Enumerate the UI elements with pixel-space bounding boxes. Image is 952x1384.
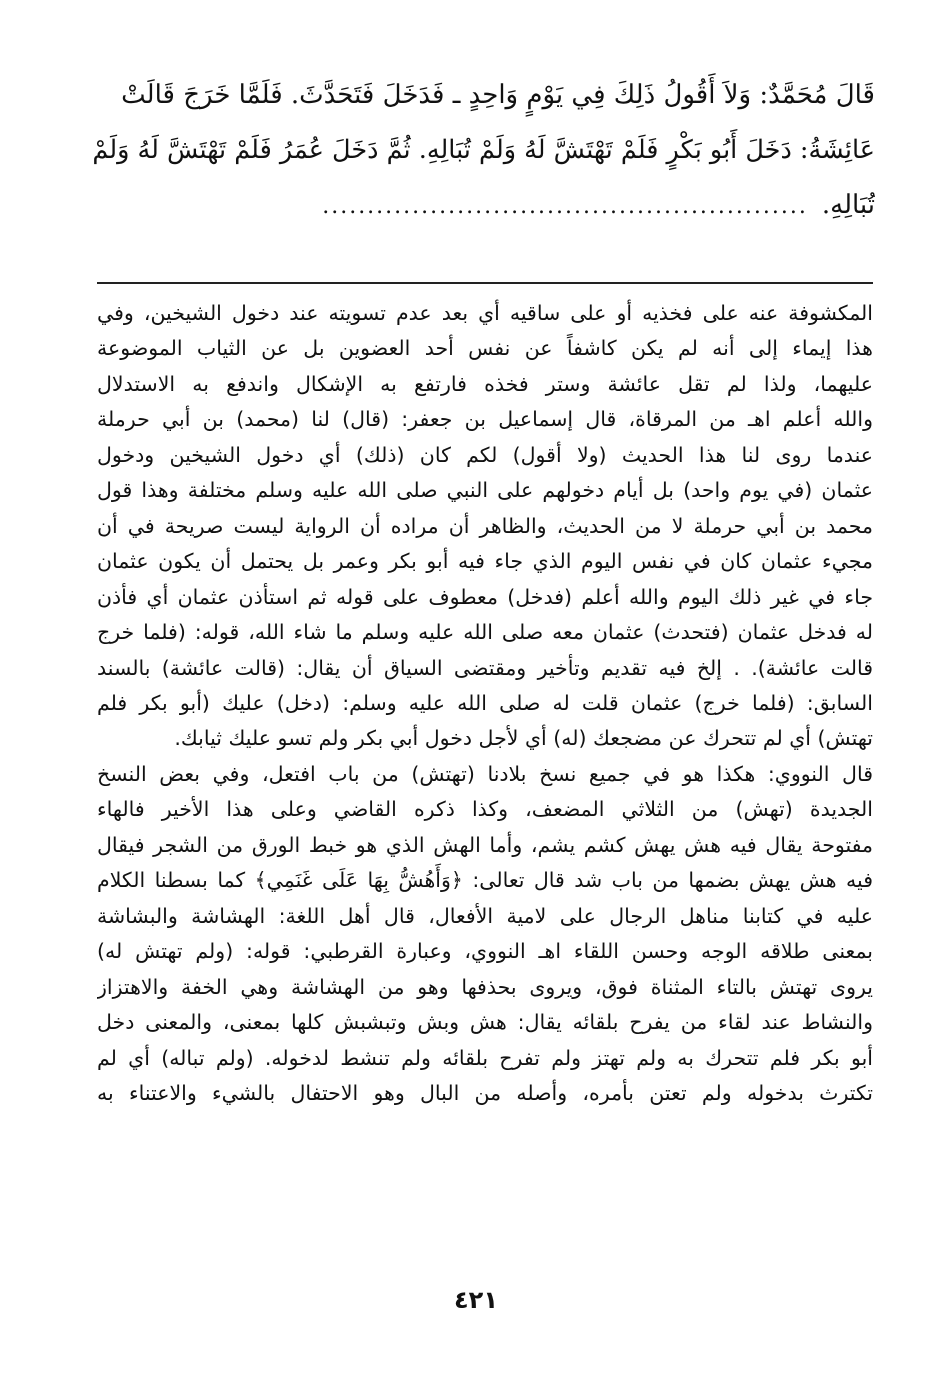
commentary-line: تهتش) أي لم تتحرك عن مضجعك (له) أي لأجل دخول أبي بكر ولم تسو عليك ثيابك. (174, 726, 873, 751)
hadith-line: عَائِشَةُ: دَخَلَ أَبُو بَكْرٍ فَلَمْ تَهْتَشَّ لَهُ وَلَمْ تُبَالِهِ. ثُمَّ دَخَلَ عُمَرُ فَلَمْ تَهْتَشَّ لَهُ وَلَمْ (92, 135, 875, 165)
commentary-line: بمعنى طلاقه الوجه وحسن اللقاء اهـ النووي، وعبارة القرطبي: قوله: (ولم تهتش له) (97, 939, 873, 964)
commentary-line: تكترث بدخوله ولم تعتن بأمره، وأصله من البال وهو الاحتفال بالشيء والاعتناء به (97, 1080, 873, 1105)
commentary-line: جاء في غير ذلك اليوم والله أعلم (فدخل) معطوف على قوله ثم استأذن عثمان أي فأذن (97, 584, 873, 609)
page-number: ٤٢١ (454, 1286, 498, 1314)
commentary-line: له فدخل عثمان (فتحدث) عثمان معه صلى الله عليه وسلم ما شاء الله، قوله: (فلما خرج (97, 620, 873, 645)
commentary-line: مفتوحة يقال فيه هش يهش كشم يشم، وأما الهش الذي هو خبط الورق من الشجر فيقال (97, 832, 873, 857)
section-divider (97, 282, 873, 284)
hadith-line-text: تُبَالِهِ. (821, 190, 875, 220)
commentary-text-block (97, 296, 873, 1111)
hadith-line (92, 178, 875, 234)
continuation-dots: ...................................................... (322, 194, 808, 219)
commentary-line: محمد بن أبي حرملة لا من الحديث، والظاهر أن مراده أن الرواية ليست صريحة في أن (97, 513, 873, 538)
hadith-text-block (92, 68, 875, 234)
commentary-line: السابق: (فلما خرج) عثمان قلت له صلى الله عليه وسلم: (دخل) عليك (أبو بكر فلم (97, 690, 873, 715)
commentary-line: والله أعلم اهـ من المرقاة، قال إسماعيل بن جعفر: (قال) لنا (محمد) بن أبي حرملة (97, 407, 873, 432)
hadith-line: قَالَ مُحَمَّدٌ: وَلاَ أَقُولُ ذَلِكَ فِي يَوْمٍ وَاحِدٍ ـ فَدَخَلَ فَتَحَدَّثَ. فَلَمَّا خَرَجَ قَالَتْ (121, 80, 875, 110)
commentary-line: المكشوفة عنه على فخذيه أو على ساقيه أي بعد عدم تسويته عند دخول الشيخين، وفي (97, 301, 873, 325)
commentary-line: قال النووي: هكذا هو في جميع نسخ بلادنا (تهتش) من باب افتعل، وفي بعض النسخ (97, 761, 873, 786)
commentary-line: فيه هش يهش بضمها من باب شد قال تعالى: ﴿وَأَهُشُّ بِهَا عَلَى غَنَمِي﴾ كما بسطنا الكلام (97, 868, 873, 893)
commentary-line: يروى تهتش بالتاء المثناة فوق، ويروى بحذفها وهو من الهشاشة وهي الخفة والاهتزاز (97, 974, 873, 999)
commentary-line: عثمان (في يوم واحد) بل أيام دخولهم على النبي صلى الله عليه وسلم مختلفة وهذا قول (97, 478, 873, 503)
commentary-line: عليه في كتابنا مناهل الرجال على لامية الأفعال، قال أهل اللغة: الهشاشة والبشاشة (97, 903, 873, 928)
commentary-line: الجديدة (تهش) من الثلاثي المضعف، وكذا ذكره القاضي وعلى هذا الأخير فالهاء (97, 797, 873, 822)
commentary-line: قالت عائشة). . إلخ فيه تقديم وتأخير ومقتضى السياق أن يقال: (قالت عائشة) بالسند (97, 655, 873, 680)
commentary-line: والنشاط عند لقاء من يفرح بلقائه يقال: هش وبش وتبشبش كلها بمعنى، والمعنى دخل (97, 1010, 873, 1035)
commentary-line: مجيء عثمان كان في نفس اليوم الذي جاء فيه أبو بكر وعمر بل يحتمل أن يكون عثمان (97, 549, 873, 574)
commentary-line: أبو بكر فلم تتحرك به ولم تهتز ولم تفرح بلقائه ولم تنشط لدخوله. (ولم تباله) أي لم (97, 1045, 873, 1070)
commentary-line: هذا إيماء إلى أنه لم يكن كاشفاً عن نفس أحد العضوين بل عن الثياب الموضوعة (97, 336, 873, 361)
commentary-line: عليهما، ولذا لم تقل عائشة وستر فخذه فارتفع به الإشكال واندفع به الاستدلال (97, 371, 873, 396)
commentary-line: عندما روى لنا هذا الحديث (ولا أقول) لكم كان (ذلك) أي دخول الشيخين ودخول (97, 442, 873, 467)
